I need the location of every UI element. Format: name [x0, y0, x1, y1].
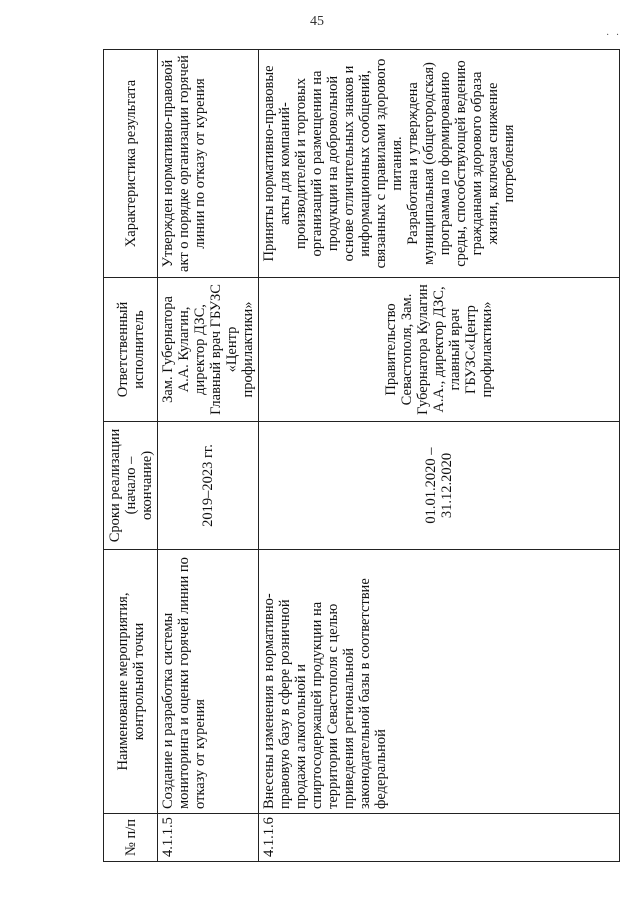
table-row	[259, 50, 620, 862]
row-result-part-a: Приняты нормативно-правовые акты для компаний-производителей и торговых организаций о размещении на продукции на добровольной основе отличительных знаков и информационных сообщений, связанных с правилами здорового питания.	[261, 58, 405, 269]
header-result: Характеристика результата	[104, 50, 158, 278]
row-name: Внесены изменения в нормативно-правовую базу в сфере розничной продажи алкогольной и спиртосодержащей продукции на территории Севастополя с целью приведения региональной законодательной базы в соответствие федеральной	[259, 550, 620, 814]
measures-table	[103, 49, 620, 862]
header-responsible: Ответственный исполнитель	[104, 278, 158, 422]
row-responsible: Зам. Губернатора А.А. Кулагин, директор ДЗС, Главный врач ГБУЗС «Центр профилактики»	[158, 278, 259, 422]
scan-specks: · ·	[606, 30, 622, 41]
row-responsible: Правительство Севастополя, Зам. Губернатора Кулагин А.А., директор ДЗС, главный врач ГБУЗС«Центр профилактики»	[259, 278, 620, 422]
page-number: 45	[310, 14, 324, 29]
table-header-row	[104, 50, 158, 862]
row-terms: 2019–2023 гг.	[158, 422, 259, 550]
row-num: 4.1.1.6	[259, 814, 620, 862]
row-name: Создание и разработка системы мониторинга и оценки горячей линии по отказу от курения	[158, 550, 259, 814]
row-terms: 01.01.2020 – 31.12.2020	[259, 422, 620, 550]
row-result: Утвержден нормативно-правовой акт о порядке организации горячей линии по отказу от курения	[158, 50, 259, 278]
rotated-table-wrapper	[103, 50, 620, 862]
row-result	[259, 50, 620, 278]
row-num: 4.1.1.5	[158, 814, 259, 862]
header-num: № п/п	[104, 814, 158, 862]
row-result-part-b: Разработана и утверждена муниципальная (общегородская) программа по формированию среды, способствующей ведению гражданами здорового образа жизни, включая снижение потребления	[405, 60, 517, 267]
header-name: Наименование мероприятия, контрольной точки	[104, 550, 158, 814]
table-row	[158, 50, 259, 862]
header-terms: Сроки реализации (начало – окончание)	[104, 422, 158, 550]
